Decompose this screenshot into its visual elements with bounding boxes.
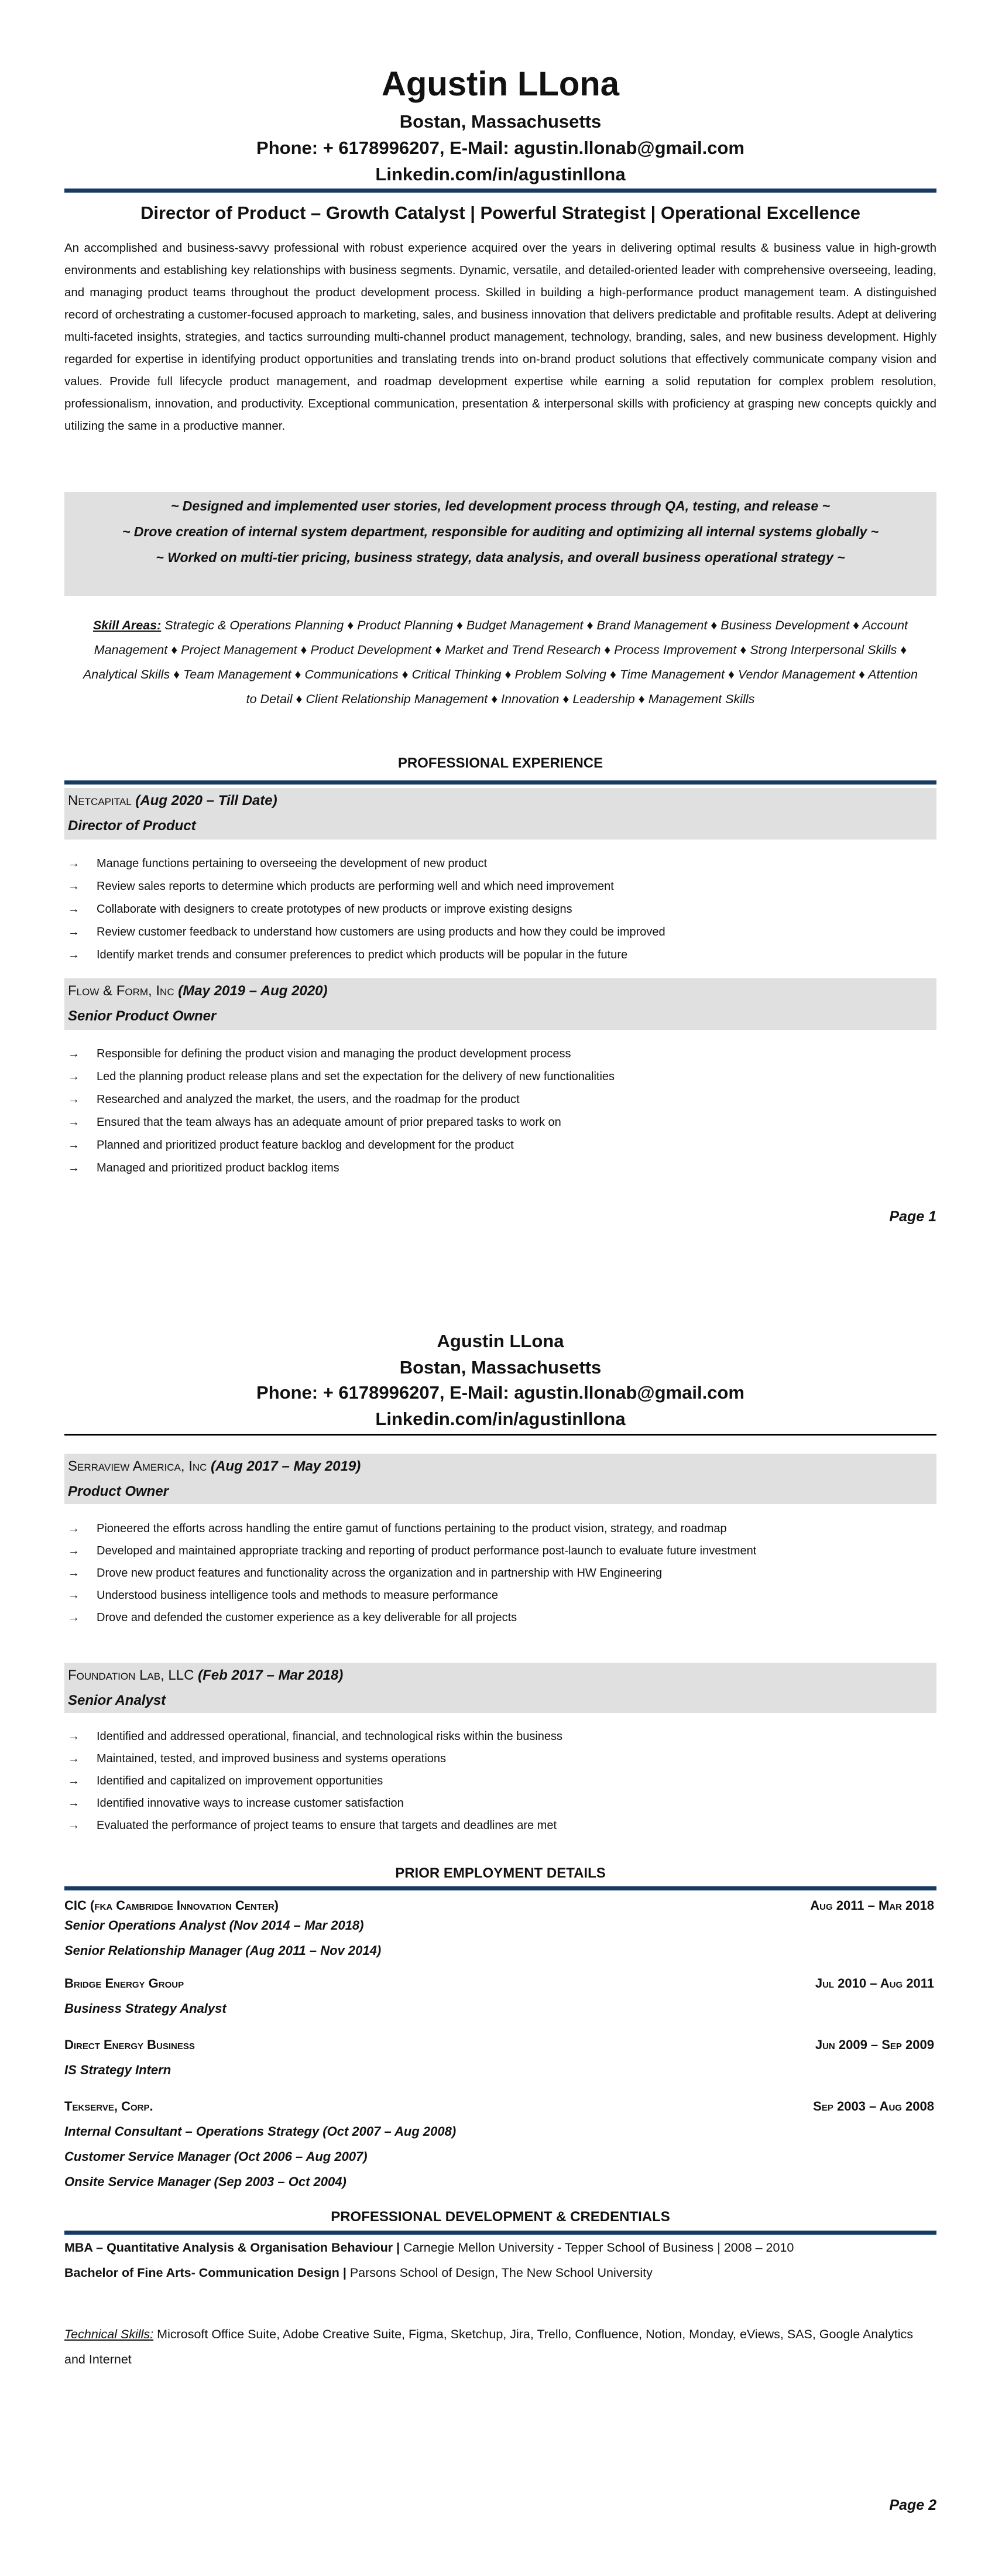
bullet-text: Researched and analyzed the market, the users, and the roadmap for the product <box>97 1093 520 1106</box>
skill-item: Innovation <box>501 692 560 706</box>
skill-item: Critical Thinking <box>411 667 502 681</box>
arrow-icon: → <box>68 1093 80 1106</box>
job-title: Senior Analyst <box>68 1693 166 1708</box>
bullet-item <box>64 898 936 921</box>
diamond-icon: ♦ <box>728 667 735 681</box>
skill-item: Product Planning <box>357 618 453 632</box>
job-entry <box>64 978 936 1180</box>
bullet-text: Identified innovative ways to increase customer satisfaction <box>97 1797 404 1810</box>
diamond-icon: ♦ <box>900 643 907 657</box>
linkedin-link[interactable]: Linkedin.com/in/agustinllona <box>375 164 626 184</box>
arrow-icon: → <box>68 1070 80 1083</box>
bullet-text: Responsible for defining the product vision and managing the product development process <box>97 1047 571 1060</box>
bullet-item <box>64 1770 936 1792</box>
diamond-icon: ♦ <box>638 692 645 706</box>
prior-company-row <box>64 2094 936 2119</box>
prior-dates: Sep 2003 – Aug 2008 <box>813 2099 934 2113</box>
technical-skills-text: Microsoft Office Suite, Adobe Creative Suite, Figma, Sketchup, Jira, Trello, Confluence, Notion, Monday, eViews, SAS, Google Analytics and Internet <box>64 2327 913 2366</box>
education-list <box>64 2235 936 2286</box>
bullet-item <box>64 1814 936 1837</box>
education-entry <box>64 2235 936 2260</box>
prior-role: Business Strategy Analyst <box>64 2001 227 2016</box>
arrow-icon: → <box>68 1116 80 1129</box>
arrow-icon: → <box>68 1730 80 1743</box>
bullet-text: Ensured that the team always has an adequate amount of prior prepared tasks to work on <box>97 1116 561 1129</box>
arrow-icon: → <box>68 1589 80 1602</box>
prior-entry <box>64 1899 936 1963</box>
bullet-text: Review sales reports to determine which products are performing well and which need improvement <box>97 880 614 893</box>
arrow-icon: → <box>68 926 80 938</box>
company-name: Flow & Form, Inc <box>68 983 174 999</box>
bullet-text: Review customer feedback to understand how customers are using products and how they could be improved <box>97 926 665 938</box>
diamond-icon: ♦ <box>711 618 718 632</box>
prior-role: Customer Service Manager (Oct 2006 – Aug 2007) <box>64 2149 368 2164</box>
bullet-item <box>64 1584 936 1606</box>
skill-item: Communications <box>304 667 399 681</box>
prior-role: Senior Relationship Manager (Aug 2011 – Nov 2014) <box>64 1943 382 1958</box>
company-line <box>68 788 933 813</box>
linkedin-link[interactable]: Linkedin.com/in/agustinllona <box>375 1409 626 1429</box>
prior-company: Direct Energy Business <box>64 2037 195 2052</box>
job-title: Product Owner <box>68 1484 169 1499</box>
bullet-text: Managed and prioritized product backlog items <box>97 1162 339 1174</box>
bullet-item <box>64 1066 936 1088</box>
prior-role: Internal Consultant – Operations Strategy (Oct 2007 – Aug 2008) <box>64 2124 457 2139</box>
prior-entry <box>64 2094 936 2194</box>
bullet-item <box>64 1606 936 1629</box>
arrow-icon: → <box>68 1522 80 1535</box>
section-divider <box>64 2231 936 2235</box>
arrow-icon: → <box>68 1567 80 1580</box>
section-divider <box>64 780 936 785</box>
bullet-text: Collaborate with designers to create prototypes of new products or improve existing designs <box>97 903 572 916</box>
diamond-icon: ♦ <box>171 643 178 657</box>
prior-dates: Aug 2011 – Mar 2018 <box>810 1898 934 1913</box>
bullet-text: Maintained, tested, and improved business and systems operations <box>97 1752 447 1765</box>
arrow-icon: → <box>68 948 80 961</box>
arrow-icon: → <box>68 903 80 916</box>
header-divider <box>64 1434 936 1436</box>
skill-item: Vendor Management <box>737 667 855 681</box>
job-dates: (Aug 2020 – Till Date) <box>135 793 277 809</box>
prior-company-row <box>64 1971 936 1996</box>
skill-item: Account Management <box>94 618 908 657</box>
skill-item: Time Management <box>619 667 725 681</box>
bullet-text: Identify market trends and consumer preferences to predict which products will be popular in the future <box>97 948 628 961</box>
job-title: Senior Product Owner <box>68 1008 217 1024</box>
arrow-icon: → <box>68 1611 80 1624</box>
prior-role: IS Strategy Intern <box>64 2063 171 2077</box>
job-entry <box>64 788 936 967</box>
skill-item: Process Improvement <box>614 643 737 657</box>
job-dates: (May 2019 – Aug 2020) <box>178 983 328 999</box>
bullet-item <box>64 1134 936 1157</box>
job-title: Director of Product <box>68 818 196 834</box>
candidate-name: Agustin LLona <box>437 1331 564 1351</box>
skill-item: Problem Solving <box>514 667 607 681</box>
bullet-list <box>64 1043 936 1180</box>
contact-info[interactable]: Phone: + 6178996207, E-Mail: agustin.llonab@gmail.com <box>256 1382 744 1403</box>
company-line <box>68 978 933 1003</box>
prior-role: Senior Operations Analyst (Nov 2014 – Mar 2018) <box>64 1918 364 1933</box>
job-entry <box>64 1454 936 1629</box>
prior-entry <box>64 2032 936 2082</box>
job-header <box>64 788 936 840</box>
bullet-text: Understood business intelligence tools and methods to measure performance <box>97 1589 498 1602</box>
arrow-icon: → <box>68 1047 80 1060</box>
company-line <box>68 1454 933 1479</box>
highlights-box <box>64 492 936 596</box>
skill-item: Strong Interpersonal Skills <box>750 643 897 657</box>
headline: Director of Product – Growth Catalyst | Powerful Strategist | Operational Excellence <box>140 203 861 223</box>
prior-role: Onsite Service Manager (Sep 2003 – Oct 2004) <box>64 2174 346 2189</box>
job-header <box>64 978 936 1030</box>
skill-areas-label: Skill Areas: <box>92 618 162 632</box>
technical-skills-label: Technical Skills: <box>64 2327 154 2341</box>
job-header <box>64 1663 936 1713</box>
diamond-icon: ♦ <box>296 692 303 706</box>
bullet-text: Identified and capitalized on improvement opportunities <box>97 1775 383 1787</box>
summary-paragraph: An accomplished and business-savvy professional with robust experience acquired over the years in delivering optimal results & business value in high-growth environments and establishing key relationships with business segments. Dynamic, versatile, and detailed-oriented leader with comprehensive overseeing, leading, and managing product teams throughout the product development process. Skilled in building a high-performance product management team. A distinguished record of orchestrating a customer-focused approach to marketing, sales, and business innovation that delivers predictable and profitable results. Adept at delivering multi-faceted insights, strategies, and tactics surrounding multi-channel product management, technology, branding, sales, and new business development. Highly regarded for expertise in identifying product opportunities and translating trends into on-brand product solutions that effectively communicate company vision and values. Provide full lifecycle product management, and roadmap development expertise while earning a solid reputation for complex problem resolution, professionalism, innovation, and productivity. Exceptional communication, presentation & interpersonal skills with proficiency at grasping new concepts quickly and utilizing the same in a productive manner. <box>64 241 936 433</box>
diamond-icon: ♦ <box>456 618 463 632</box>
bullet-text: Drove and defended the customer experience as a key deliverable for all projects <box>97 1611 517 1624</box>
skill-item: Leadership <box>572 692 635 706</box>
section-divider <box>64 1886 936 1890</box>
prior-company: Bridge Energy Group <box>64 1976 184 1991</box>
prior-dates: Jul 2010 – Aug 2011 <box>815 1976 934 1991</box>
prior-company-row <box>64 1899 936 1913</box>
job-dates: (Feb 2017 – Mar 2018) <box>198 1667 344 1683</box>
arrow-icon: → <box>68 1139 80 1152</box>
company-line <box>68 1663 933 1688</box>
arrow-icon: → <box>68 880 80 893</box>
highlight: ~ Drove creation of internal system department, responsible for auditing and optimizing all internal systems globally ~ <box>122 524 879 539</box>
arrow-icon: → <box>68 1775 80 1787</box>
job-header <box>64 1454 936 1504</box>
skill-item: Brand Management <box>596 618 708 632</box>
contact-info[interactable]: Phone: + 6178996207, E-Mail: agustin.llonab@gmail.com <box>256 138 744 158</box>
bullet-item <box>64 1111 936 1134</box>
prior-company: CIC (fka Cambridge Innovation Center) <box>64 1898 279 1913</box>
diamond-icon: ♦ <box>402 667 409 681</box>
bullet-text: Identified and addressed operational, financial, and technological risks within the business <box>97 1730 563 1743</box>
diamond-icon: ♦ <box>435 643 442 657</box>
bullet-item <box>64 1562 936 1584</box>
bullet-item <box>64 852 936 875</box>
diamond-icon: ♦ <box>853 618 860 632</box>
prior-dates: Jun 2009 – Sep 2009 <box>815 2037 934 2052</box>
bullet-item <box>64 875 936 898</box>
prior-company-row <box>64 2032 936 2057</box>
skill-item: Project Management <box>181 643 297 657</box>
bullet-item <box>64 1725 936 1748</box>
diamond-icon: ♦ <box>505 667 512 681</box>
bullet-text: Manage functions pertaining to overseeing the development of new product <box>97 857 488 870</box>
bullet-list <box>64 1725 936 1837</box>
skill-item: Budget Management <box>466 618 584 632</box>
diamond-icon: ♦ <box>610 667 616 681</box>
prior-company: Tekserve, Corp. <box>64 2099 153 2113</box>
bullet-item <box>64 1748 936 1770</box>
bullet-item <box>64 944 936 967</box>
prior-entry <box>64 1971 936 2021</box>
bullet-item <box>64 1540 936 1562</box>
bullet-item <box>64 1157 936 1180</box>
highlight: ~ Designed and implemented user stories, led development process through QA, testing, and release ~ <box>170 498 831 513</box>
bullet-item <box>64 1088 936 1111</box>
skill-item: Business Development <box>720 618 850 632</box>
skill-list <box>83 618 918 706</box>
diamond-icon: ♦ <box>294 667 301 681</box>
diamond-icon: ♦ <box>347 618 354 632</box>
bullet-text: Led the planning product release plans and set the expectation for the delivery of new functionalities <box>97 1070 615 1083</box>
candidate-name: Agustin LLona <box>382 65 619 103</box>
technical-skills <box>64 2322 936 2372</box>
arrow-icon: → <box>68 1162 80 1174</box>
skill-item: Management Skills <box>648 692 755 706</box>
bullet-item <box>64 1517 936 1540</box>
page-number: Page 2 <box>889 2497 936 2513</box>
location: Bostan, Massachusetts <box>399 1357 602 1378</box>
skill-item: Client Relationship Management <box>306 692 488 706</box>
section-title-development: PROFESSIONAL DEVELOPMENT & CREDENTIALS <box>331 2209 670 2225</box>
section-title-experience: PROFESSIONAL EXPERIENCE <box>397 755 603 771</box>
institution: Carnegie Mellon University - Tepper School of Business | 2008 – 2010 <box>403 2241 794 2255</box>
header-divider <box>64 189 936 193</box>
skill-areas <box>64 613 936 711</box>
section-title-prior-employment: PRIOR EMPLOYMENT DETAILS <box>395 1865 606 1881</box>
bullet-item <box>64 1792 936 1814</box>
company-name: Foundation Lab, LLC <box>68 1667 194 1683</box>
page-number: Page 1 <box>889 1208 936 1225</box>
skill-item: Team Management <box>183 667 291 681</box>
highlight: ~ Worked on multi-tier pricing, business strategy, data analysis, and overall business operational strategy ~ <box>156 550 845 565</box>
diamond-icon: ♦ <box>491 692 498 706</box>
arrow-icon: → <box>68 1544 80 1557</box>
bullet-text: Developed and maintained appropriate tracking and reporting of product performance post-launch to evaluate future investment <box>97 1544 757 1557</box>
arrow-icon: → <box>68 857 80 870</box>
diamond-icon: ♦ <box>604 643 611 657</box>
company-name: Netcapital <box>68 793 132 809</box>
diamond-icon: ♦ <box>586 618 593 632</box>
diamond-icon: ♦ <box>740 643 747 657</box>
bullet-item <box>64 921 936 944</box>
bullet-text: Evaluated the performance of project teams to ensure that targets and deadlines are met <box>97 1819 557 1832</box>
bullet-text: Planned and prioritized product feature backlog and development for the product <box>97 1139 514 1152</box>
skill-item: Product Development <box>310 643 432 657</box>
job-entry <box>64 1663 936 1837</box>
arrow-icon: → <box>68 1819 80 1832</box>
bullet-list <box>64 1517 936 1629</box>
diamond-icon: ♦ <box>173 667 180 681</box>
degree: MBA – Quantitative Analysis & Organisation Behaviour | <box>64 2241 400 2255</box>
company-name: Serraview America, Inc <box>68 1458 207 1474</box>
bullet-text: Drove new product features and functionality across the organization and in partnership with HW Engineering <box>97 1567 663 1580</box>
diamond-icon: ♦ <box>858 667 865 681</box>
bullet-item <box>64 1043 936 1066</box>
skill-item: Market and Trend Research <box>445 643 601 657</box>
skill-item: Analytical Skills <box>83 667 170 681</box>
location: Bostan, Massachusetts <box>399 111 602 132</box>
diamond-icon: ♦ <box>562 692 569 706</box>
education-entry <box>64 2260 936 2286</box>
skill-item: Attention to Detail <box>246 667 918 706</box>
arrow-icon: → <box>68 1797 80 1810</box>
skill-item: Strategic & Operations Planning <box>164 618 344 632</box>
diamond-icon: ♦ <box>300 643 307 657</box>
degree: Bachelor of Fine Arts- Communication Design | <box>64 2266 346 2280</box>
job-dates: (Aug 2017 – May 2019) <box>211 1458 361 1474</box>
institution: Parsons School of Design, The New School University <box>349 2266 653 2280</box>
bullet-text: Pioneered the efforts across handling the entire gamut of functions pertaining to the product vision, strategy, and roadmap <box>97 1522 727 1535</box>
bullet-list <box>64 852 936 967</box>
arrow-icon: → <box>68 1752 80 1765</box>
